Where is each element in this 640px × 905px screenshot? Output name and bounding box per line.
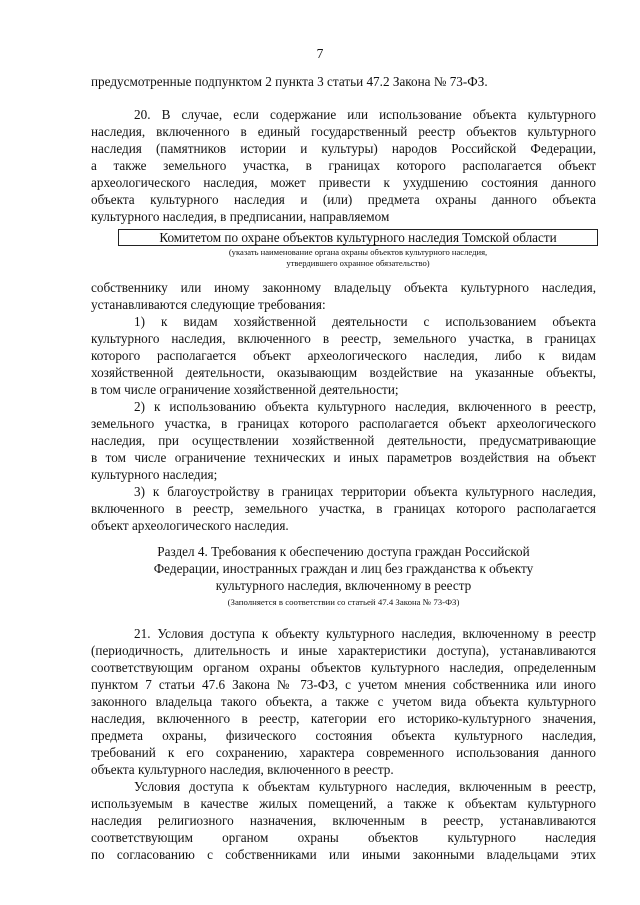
text-line: хозяйственной деятельности, оказывающим воздействие на указанные объекты, (91, 365, 596, 380)
text-line: включенного в реестр, земельного участка, в границах которого располагается (91, 501, 596, 516)
text-line: устанавливаются следующие требования: (91, 297, 326, 312)
text-line: наследия религиозного назначения, включенным в реестр, устанавливаются (91, 813, 596, 828)
text-line: соответствующим органом охраны объектов культурного наследия, определенным (91, 660, 596, 675)
section-heading: Раздел 4. Требования к обеспечению доступа граждан Российской (157, 544, 530, 559)
text-line: культурного наследия, включенного в реестр, земельного участка, в границах (91, 331, 596, 346)
section-heading: Федерации, иностранных граждан и лиц без гражданства к объекту (153, 561, 534, 576)
section-note: (Заполняется в соответствии со статьей 47.4 Закона № 73-ФЗ) (227, 597, 460, 607)
text-line: объект археологического наследия. (91, 518, 289, 533)
text-line: используемым в качестве жилых помещений, а также к объектам культурного (91, 796, 596, 811)
text-line: культурного наследия; (91, 467, 218, 482)
text-line: по согласованию с собственниками или иными законными владельцами этих (91, 847, 596, 862)
requirement-3: 3) к благоустройству в границах территории объекта культурного наследия, (134, 484, 596, 499)
paragraph-20-start: 20. В случае, если содержание или использование объекта культурного (134, 107, 596, 122)
text-line: археологического наследия, может привести к ухудшению состояния данного (91, 175, 596, 190)
paragraph-21-start: 21. Условия доступа к объекту культурного наследия, включенному в реестр (134, 626, 596, 641)
text-line: наследия, включенного в реестр, категории его историко-культурного значения, (91, 711, 596, 726)
text-line: законного владельца такого объекта, а также с учетом вида объекта культурного (91, 694, 596, 709)
text-line: наследия, при осуществлении хозяйственной деятельности, предусматривающие (91, 433, 596, 448)
text-line: (периодичность, длительность и иные характеристики доступа), устанавливаются (91, 643, 596, 658)
authority-note: утвердившего охранное обязательство) (286, 258, 430, 268)
section-heading: культурного наследия, включенному в реестр (215, 578, 472, 593)
text-line: земельного участка, в границах которого располагается объект археологического (91, 416, 596, 431)
text-line: культурного наследия, в предписании, направляемом (91, 209, 390, 224)
text-line: объекта культурного наследия и (или) предмета охраны данного объекта (91, 192, 596, 207)
text-line: пунктом 7 статьи 47.6 Закона № 73-ФЗ, с учетом мнения собственника или иного (91, 677, 596, 692)
authority-box: Комитетом по охране объектов культурного наследия Томской области (118, 229, 598, 246)
text-line: в том числе ограничение хозяйственной деятельности; (91, 382, 399, 397)
page-number: 7 (316, 46, 324, 61)
authority-note: (указать наименование органа охраны объектов культурного наследия, (228, 247, 488, 257)
text-line: наследия (памятников истории и культуры) народов Российской Федерации, (91, 141, 596, 156)
text-line: предмета охраны, физического состояния объекта культурного наследия, (91, 728, 596, 743)
text-line: а также земельного участка, в границах которого располагается объект (91, 158, 596, 173)
text-line: в том числе ограничение технических и иных параметров воздействия на объект (91, 450, 596, 465)
text-line: требований к его сохранению, характера современного использования данного (91, 745, 596, 760)
requirement-2: 2) к использованию объекта культурного наследия, включенного в реестр, (134, 399, 596, 414)
text-line: которого располагается объект археологического наследия, либо к видам (91, 348, 596, 363)
text-line: соответствующим органом охраны объектов культурного наследия (91, 830, 596, 845)
text-line: предусмотренные подпунктом 2 пункта 3 статьи 47.2 Закона № 73-ФЗ. (91, 74, 488, 89)
paragraph-start: Условия доступа к объектам культурного наследия, включенным в реестр, (134, 779, 596, 794)
text-line: собственнику или иному законному владельцу объекта культурного наследия, (91, 280, 596, 295)
requirement-1: 1) к видам хозяйственной деятельности с использованием объекта (134, 314, 596, 329)
text-line: объекта культурного наследия, включенного в реестр. (91, 762, 394, 777)
text-line: наследия, включенного в единый государственный реестр объектов культурного (91, 124, 596, 139)
